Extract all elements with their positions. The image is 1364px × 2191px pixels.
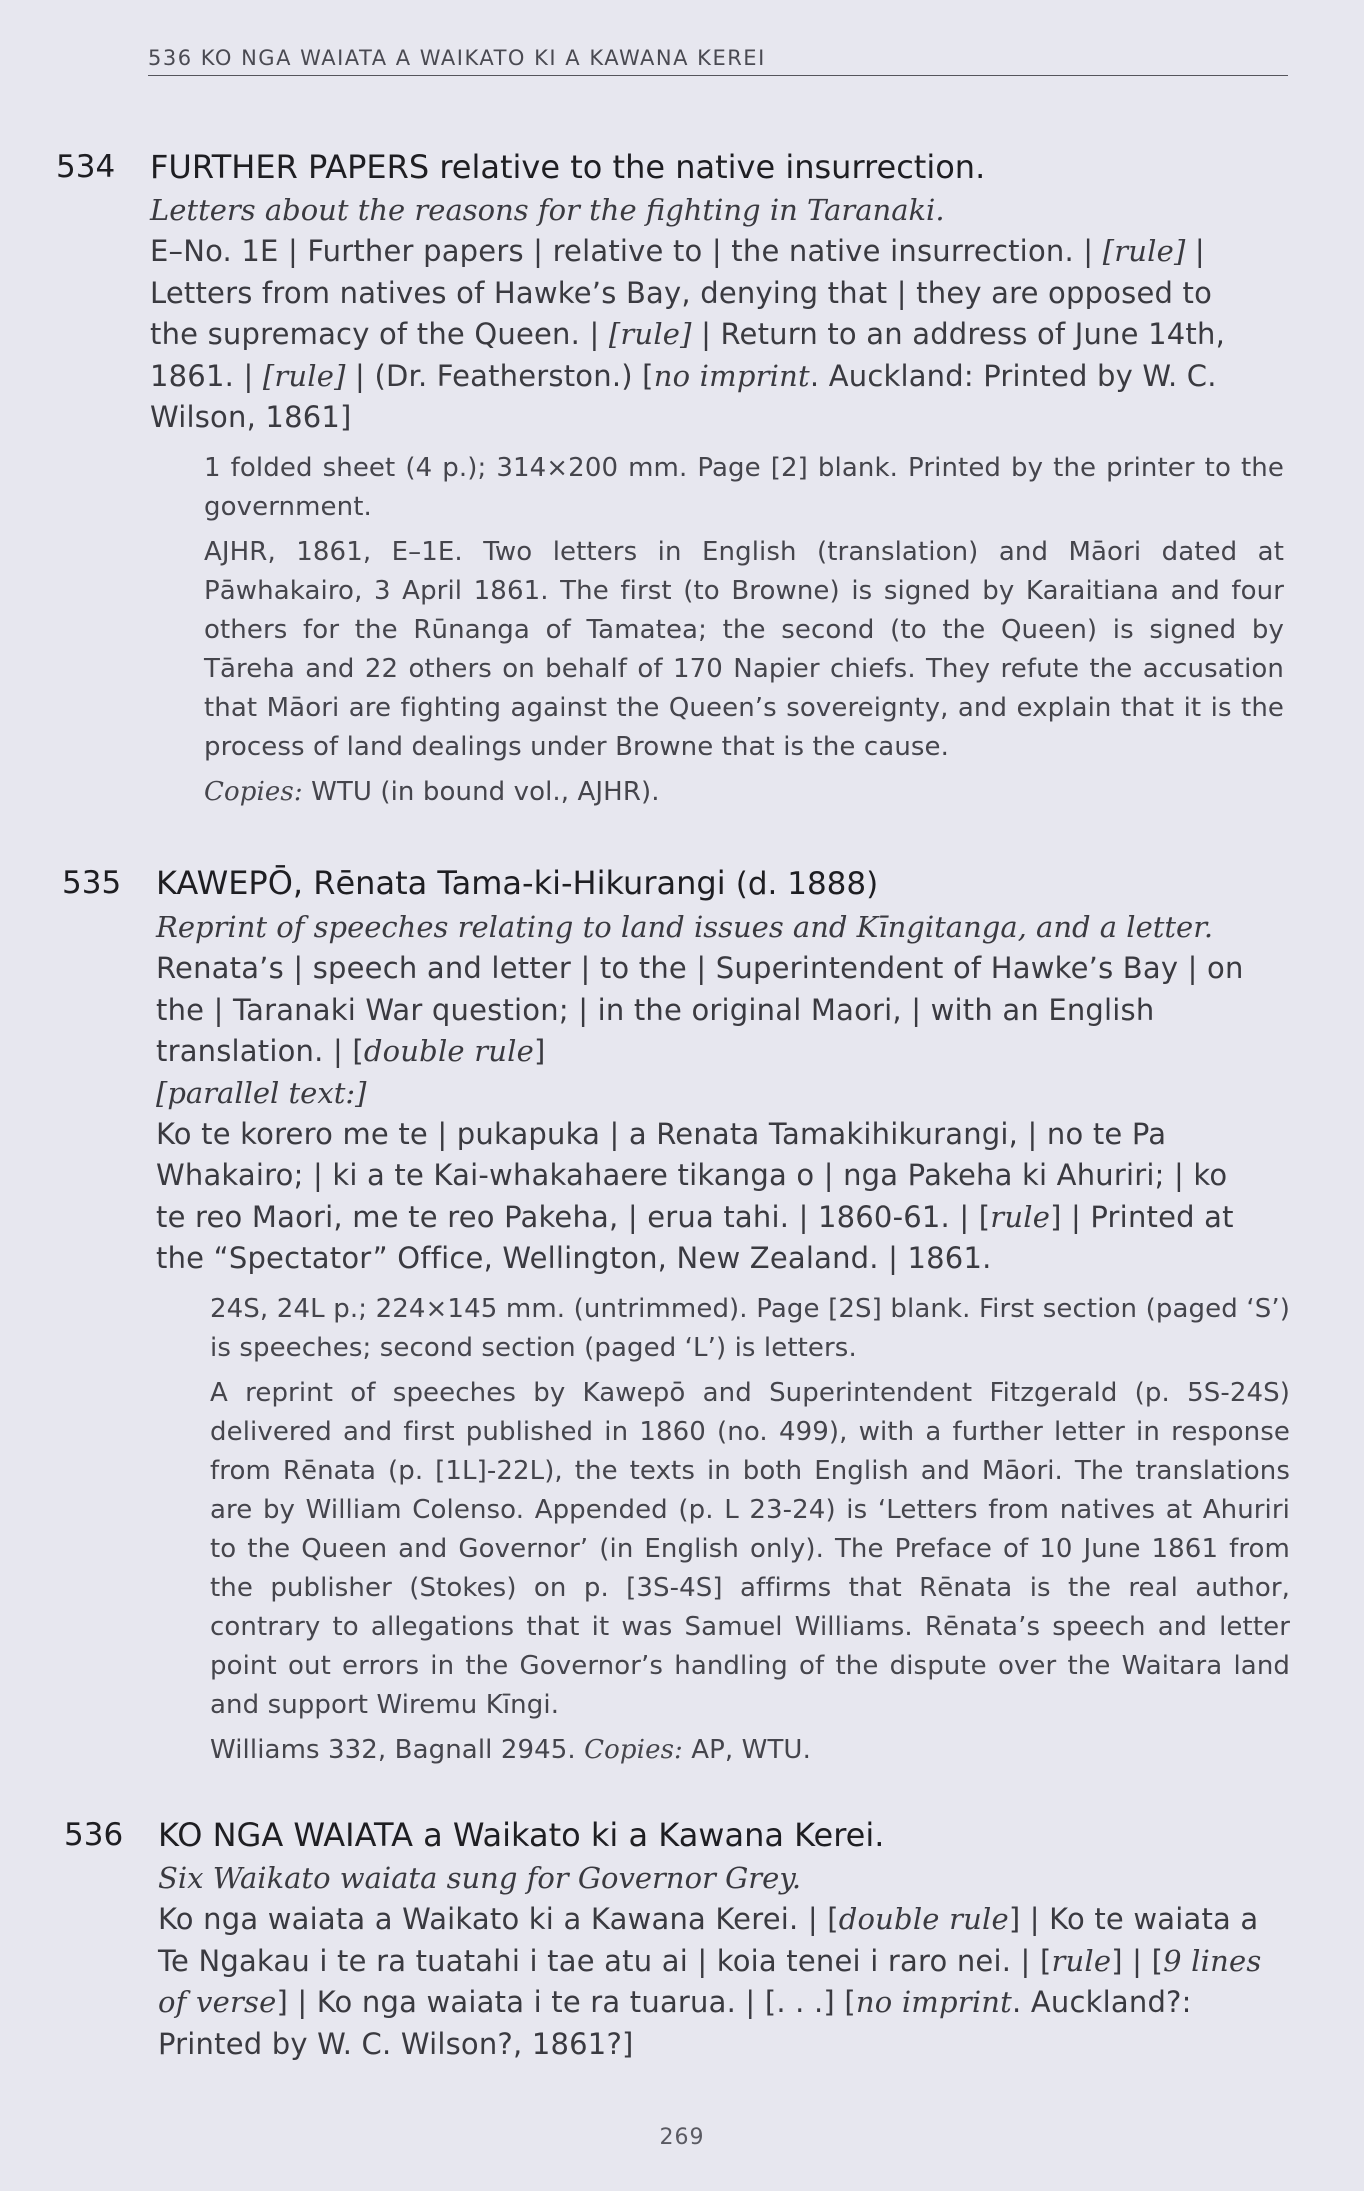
parallel-text-label: [parallel text:] xyxy=(156,1075,367,1110)
page-number: 269 xyxy=(659,2125,705,2150)
entry-author: KAWEPŌ, Rēnata Tama-ki-Hikurangi xyxy=(156,864,726,902)
desc-text: Renata’s | speech and letter | to the | Superintendent of Hawke’s Bay | on the | Taranaki War question; | in the original Maori, | with an English translation. | [ xyxy=(156,951,1244,1068)
entry-description xyxy=(150,231,1256,439)
copies-label: Copies: xyxy=(204,776,303,807)
desc-italic: [rule] xyxy=(262,358,346,393)
physical-description: 24S, 24L p.; 224×145 mm. (untrimmed). Page [2S] blank. First section (paged ‘S’) is speeches; second section (paged ‘L’) is letters. xyxy=(210,1293,1290,1363)
entry-title: KO NGA WAIATA a Waikato ki a Kawana Kerei. xyxy=(158,1816,885,1854)
entry-number: 536 xyxy=(64,1817,124,1853)
desc-text: ] xyxy=(533,1034,546,1068)
desc-text: Ko nga waiata a Waikato ki a Kawana Kerei. | [ xyxy=(158,1902,839,1936)
desc-text: | Letters from natives of Hawke’s Bay, denying that | they are opposed to the supremacy of the Queen. | xyxy=(150,234,1213,351)
entry-description-maori xyxy=(156,1114,1262,1280)
desc-text: . Auckland?: Printed by W. C. Wilson?, 1861?] xyxy=(158,1985,1192,2061)
entry-535 xyxy=(62,862,1290,1770)
entry-number: 535 xyxy=(62,865,122,901)
desc-text: ] | Printed at the “Spectator” Office, Wellington, New Zealand. | 1861. xyxy=(156,1199,1234,1275)
entry-author-dates: (d. 1888) xyxy=(735,866,879,902)
desc-text: . Auckland: Printed by W. C. Wilson, 1861] xyxy=(150,358,1217,434)
references-line xyxy=(210,1731,1290,1770)
desc-italic: rule xyxy=(1051,1943,1112,1978)
desc-italic: rule xyxy=(990,1199,1051,1234)
desc-text: | (Dr. Featherston.) [ xyxy=(345,358,654,393)
desc-italic: no imprint xyxy=(855,1985,1013,2019)
entry-number: 534 xyxy=(56,149,116,185)
entry-description xyxy=(156,948,1262,1073)
desc-text: ] | [ xyxy=(1111,1943,1164,1978)
desc-italic: [rule] xyxy=(1102,234,1186,268)
entry-subtitle: Reprint of speeches relating to land issues and Kīngitanga, and a letter. xyxy=(156,910,1214,944)
entry-534 xyxy=(56,146,1284,812)
entry-subtitle: Six Waikato waiata sung for Governor Grey. xyxy=(158,1861,802,1895)
references: Williams 332, Bagnall 2945. xyxy=(210,1734,576,1765)
entry-title: FURTHER PAPERS relative to the native insurrection. xyxy=(150,148,986,186)
annotation: AJHR, 1861, E–1E. Two letters in English (translation) and Māori dated at Pāwhakairo, 3 April 1861. The first (to Browne) is signed by Karaitiana and four others for the Rūnanga of Tamatea; the second (to the Queen) is signed by Tāreha and 22 others on behalf of 170 Napier chiefs. They refute the accusation that Māori are fighting against the Queen’s sovereignty, and explain that it is the process of land dealings under Browne that is the cause. xyxy=(204,536,1284,762)
copies-line xyxy=(204,773,1284,812)
entry-536 xyxy=(64,1814,1262,2065)
running-head: 536 KO NGA WAIATA A WAIKATO KI A KAWANA KEREI xyxy=(148,46,1288,76)
copies-label: Copies: xyxy=(584,1734,683,1765)
desc-text: E–No. 1E | Further papers | relative to | the native insurrection. | xyxy=(150,234,1103,268)
desc-text: Ko te korero me te | pukapuka | a Renata Tamakihikurangi, | no te Pa Whakairo; | ki a te Kai-whakahaere tikanga o | nga Pakeha ki Ahuriri; | ko te reo Maori, me te reo Pakeha, | erua tahi. | 1860-61. | [ xyxy=(156,1116,1228,1234)
copies-value: AP, WTU. xyxy=(691,1734,811,1765)
desc-italic: 9 lines of verse xyxy=(158,1943,1262,2019)
entry-subtitle: Letters about the reasons for the fighting in Taranaki. xyxy=(150,193,945,227)
desc-text: ] | Ko te waiata a Te Ngakau i te ra tuatahi i tae atu ai | koia tenei i raro nei. | [ xyxy=(158,1902,1259,1978)
copies-value: WTU (in bound vol., AJHR). xyxy=(311,776,660,807)
entry-description xyxy=(158,1899,1264,2065)
annotation: A reprint of speeches by Kawepō and Superintendent Fitzgerald (p. 5S-24S) delivered and first published in 1860 (no. 499), with a further letter in response from Rēnata (p. [1L]-22L), the texts in both English and Māori. The translations are by William Colenso. Appended (p. L 23-24) is ‘Letters from natives at Ahuriri to the Queen and Governor’ (in English only). The Preface of 10 June 1861 from the publisher (Stokes) on p. [3S-4S] affirms that Rēnata is the real author, contrary to allegations that it was Samuel Williams. Rēnata’s speech and letter point out errors in the Governor’s handling of the dispute over the Waitara land and support Wiremu Kīngi. xyxy=(210,1377,1290,1720)
desc-text: ] | Ko nga waiata i te ra tuarua. | [. . .] [ xyxy=(276,1985,856,2019)
physical-description: 1 folded sheet (4 p.); 314×200 mm. Page [2] blank. Printed by the printer to the government. xyxy=(204,452,1284,522)
desc-italic: no imprint xyxy=(653,358,810,393)
desc-italic: double rule xyxy=(363,1034,534,1068)
desc-italic: double rule xyxy=(838,1902,1009,1936)
desc-text: | Return to an address of June 14th, 1861. | xyxy=(150,317,1225,393)
entry-title xyxy=(156,862,1262,905)
desc-italic: [rule] xyxy=(608,317,692,351)
